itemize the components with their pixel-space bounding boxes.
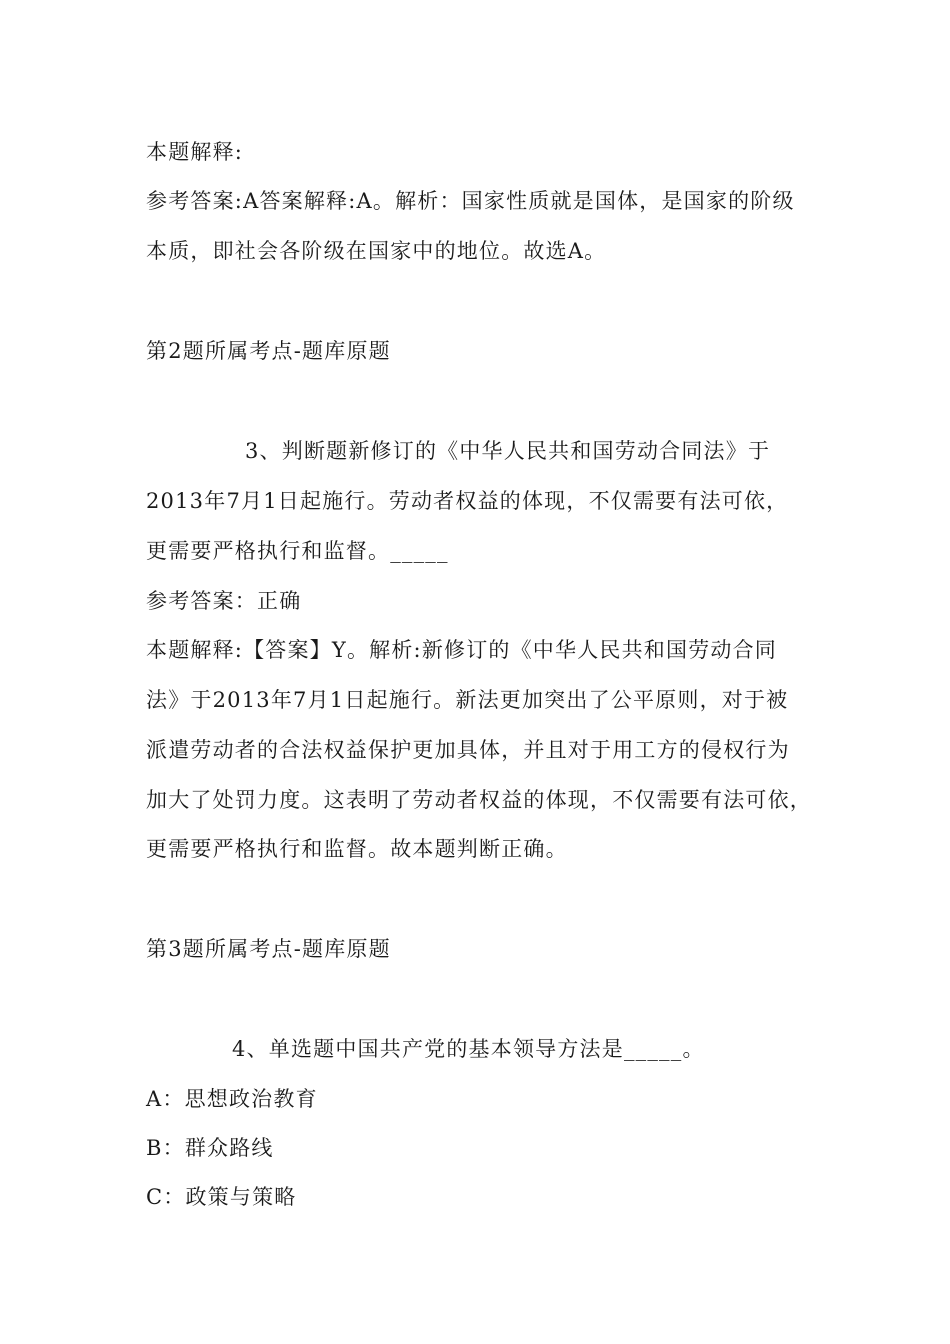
q3-explain-line-4: 加大了处罚力度。这表明了劳动者权益的体现，不仅需要有法可依， <box>146 788 812 812</box>
q2-answer-line-2: 本质，即社会各阶级在国家中的地位。故选A。 <box>146 239 607 263</box>
q3-point-label: 第3题所属考点-题库原题 <box>146 937 391 961</box>
q3-explain-line-5: 更需要严格执行和监督。故本题判断正确。 <box>146 837 568 861</box>
q4-question: 4、单选题中国共产党的基本领导方法是_____。 <box>232 1037 705 1061</box>
q4-option-a: A：思想政治教育 <box>146 1087 318 1111</box>
q4-option-b: B：群众路线 <box>146 1136 274 1160</box>
q3-answer: 参考答案：正确 <box>146 589 302 613</box>
q2-answer-line-1: 参考答案:A答案解释:A。解析：国家性质就是国体，是国家的阶级 <box>146 189 795 213</box>
q3-question-line-1: 3、判断题新修订的《中华人民共和国劳动合同法》于 <box>245 439 771 463</box>
q3-question-line-2: 2013年7月1日起施行。劳动者权益的体现，不仅需要有法可依， <box>146 489 789 513</box>
q2-point-label: 第2题所属考点-题库原题 <box>146 339 391 363</box>
q3-explain-line-1: 本题解释:【答案】Y。解析:新修订的《中华人民共和国劳动合同 <box>146 638 778 662</box>
q3-explain-line-3: 派遣劳动者的合法权益保护更加具体，并且对于用工方的侵权行为 <box>146 738 790 762</box>
q4-option-c: C：政策与策略 <box>146 1185 297 1209</box>
q2-explain-heading: 本题解释: <box>146 140 244 164</box>
q3-explain-line-2: 法》于2013年7月1日起施行。新法更加突出了公平原则，对于被 <box>146 688 789 712</box>
q3-question-line-3: 更需要严格执行和监督。_____ <box>146 539 449 563</box>
